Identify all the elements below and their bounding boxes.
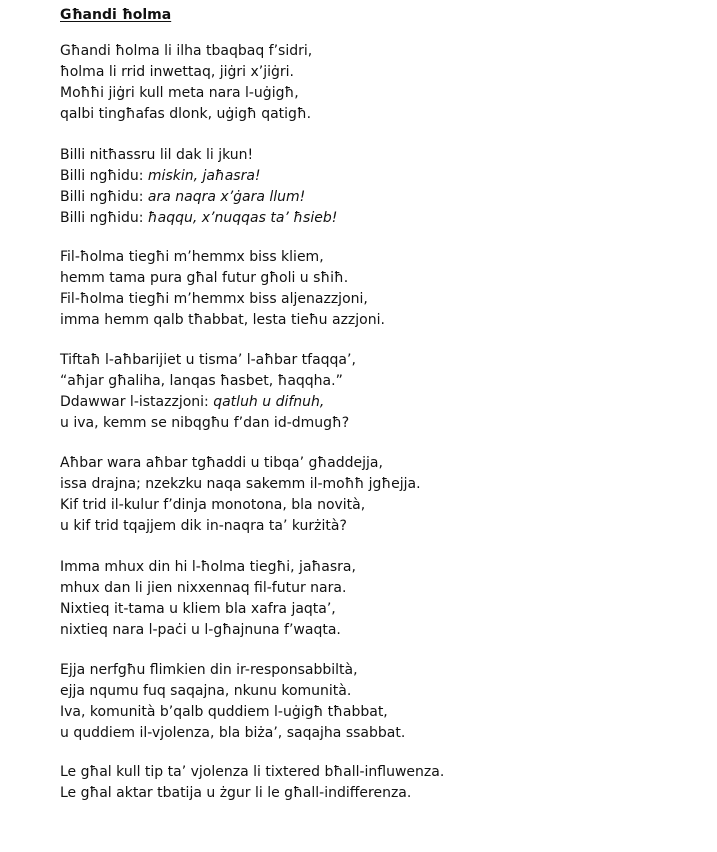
poem-line xyxy=(60,62,312,83)
poem-title: Għandi ħolma xyxy=(60,7,172,23)
line-text: nixtieq nara l-paċi u l-għajnuna f’waqta. xyxy=(60,622,341,638)
poem-line xyxy=(60,783,444,804)
line-text: mhux dan li jien nixxennaq fil-futur nara. xyxy=(60,580,347,596)
poem-line xyxy=(60,41,312,62)
poem-line xyxy=(60,702,405,723)
poem-line xyxy=(60,208,337,229)
poem-line xyxy=(60,516,421,537)
poem-line xyxy=(60,247,385,268)
stanza xyxy=(60,41,312,125)
line-italic-text: ħaqqu, x’nuqqas ta’ ħsieb! xyxy=(147,210,338,226)
poem-line xyxy=(60,453,421,474)
poem-line xyxy=(60,310,385,331)
line-text: Fil-ħolma tiegħi m’hemmx biss kliem, xyxy=(60,249,324,265)
poem-line xyxy=(60,660,405,681)
line-text: Billi ngħidu: xyxy=(60,189,148,205)
line-text: Ddawwar l-istazzjoni: xyxy=(60,394,214,410)
line-text: Ejja nerfgħu flimkien din ir-responsabbiltà, xyxy=(60,662,358,678)
stanza xyxy=(60,247,385,331)
poem-line xyxy=(60,145,337,166)
line-italic-text: miskin, jaħasra! xyxy=(147,168,261,184)
line-text: ejja nqumu fuq saqajna, nkunu komunità. xyxy=(60,683,352,699)
poem-line xyxy=(60,350,356,371)
line-text: u quddiem il-vjolenza, bla biża’, saqajha ssabbat. xyxy=(60,725,406,741)
line-text: Għandi ħolma li ilha tbaqbaq f’sidri, xyxy=(60,43,313,59)
line-text: Iva, komunità b’qalb quddiem l-uġigħ tħabbat, xyxy=(60,704,388,720)
poem-line xyxy=(60,371,356,392)
poem-line xyxy=(60,578,356,599)
line-text: Billi nitħassru lil dak li jkun! xyxy=(60,147,254,163)
poem-line xyxy=(60,268,385,289)
line-text: Imma mhux din hi l-ħolma tiegħi, jaħasra, xyxy=(60,559,356,575)
poem-line xyxy=(60,83,312,104)
stanza xyxy=(60,762,444,804)
stanza xyxy=(60,557,356,641)
line-text: hemm tama pura għal futur għoli u sħiħ. xyxy=(60,270,349,286)
line-text: Le għal kull tip ta’ vjolenza li tixtered bħall-influwenza. xyxy=(60,764,445,780)
poem-line xyxy=(60,557,356,578)
poem-line xyxy=(60,166,337,187)
line-text: Billi ngħidu: xyxy=(60,168,148,184)
poem-line xyxy=(60,762,444,783)
poem-line xyxy=(60,723,405,744)
line-text: imma hemm qalb tħabbat, lesta tieħu azzjoni. xyxy=(60,312,385,328)
poem-line xyxy=(60,413,356,434)
line-text: issa drajna; nzekzku naqa sakemm il-moħħ jgħejja. xyxy=(60,476,421,492)
line-text: u kif trid tqajjem dik in-naqra ta’ kurżità? xyxy=(60,518,347,534)
line-text: qalbi tingħafas dlonk, uġigħ qatigħ. xyxy=(60,106,312,122)
line-text: Billi ngħidu: xyxy=(60,210,148,226)
poem-line xyxy=(60,681,405,702)
line-text: Moħħi jiġri kull meta nara l-uġigħ, xyxy=(60,85,299,101)
line-text: Fil-ħolma tiegħi m’hemmx biss aljenazzjoni, xyxy=(60,291,368,307)
line-text: Aħbar wara aħbar tgħaddi u tibqa’ għaddejja, xyxy=(60,455,383,471)
stanza xyxy=(60,453,421,537)
line-text: Kif trid il-kulur f’dinja monotona, bla novità, xyxy=(60,497,366,513)
line-text: u iva, kemm se nibqgħu f’dan id-dmugħ? xyxy=(60,415,350,431)
line-text: ħolma li rrid inwettaq, jiġri x’jiġri. xyxy=(60,64,295,80)
line-italic-text: qatluh u difnuh, xyxy=(213,394,325,410)
line-text: Tiftaħ l-aħbarijiet u tisma’ l-aħbar tfaqqa’, xyxy=(60,352,356,368)
line-italic-text: ara naqra x’ġara llum! xyxy=(147,189,306,205)
poem-line xyxy=(60,620,356,641)
stanza xyxy=(60,145,337,229)
poem-line xyxy=(60,187,337,208)
line-text: “aħjar għaliha, lanqas ħasbet, ħaqqha.” xyxy=(60,373,343,389)
stanza xyxy=(60,660,405,744)
stanza xyxy=(60,350,356,434)
poem-line xyxy=(60,289,385,310)
poem-line xyxy=(60,474,421,495)
poem-line xyxy=(60,104,312,125)
line-text: Nixtieq it-tama u kliem bla xafra jaqta’, xyxy=(60,601,336,617)
line-text: Le għal aktar tbatija u żgur li le għall-indifferenza. xyxy=(60,785,412,801)
poem-line xyxy=(60,495,421,516)
poem-line xyxy=(60,599,356,620)
poem-line xyxy=(60,392,356,413)
